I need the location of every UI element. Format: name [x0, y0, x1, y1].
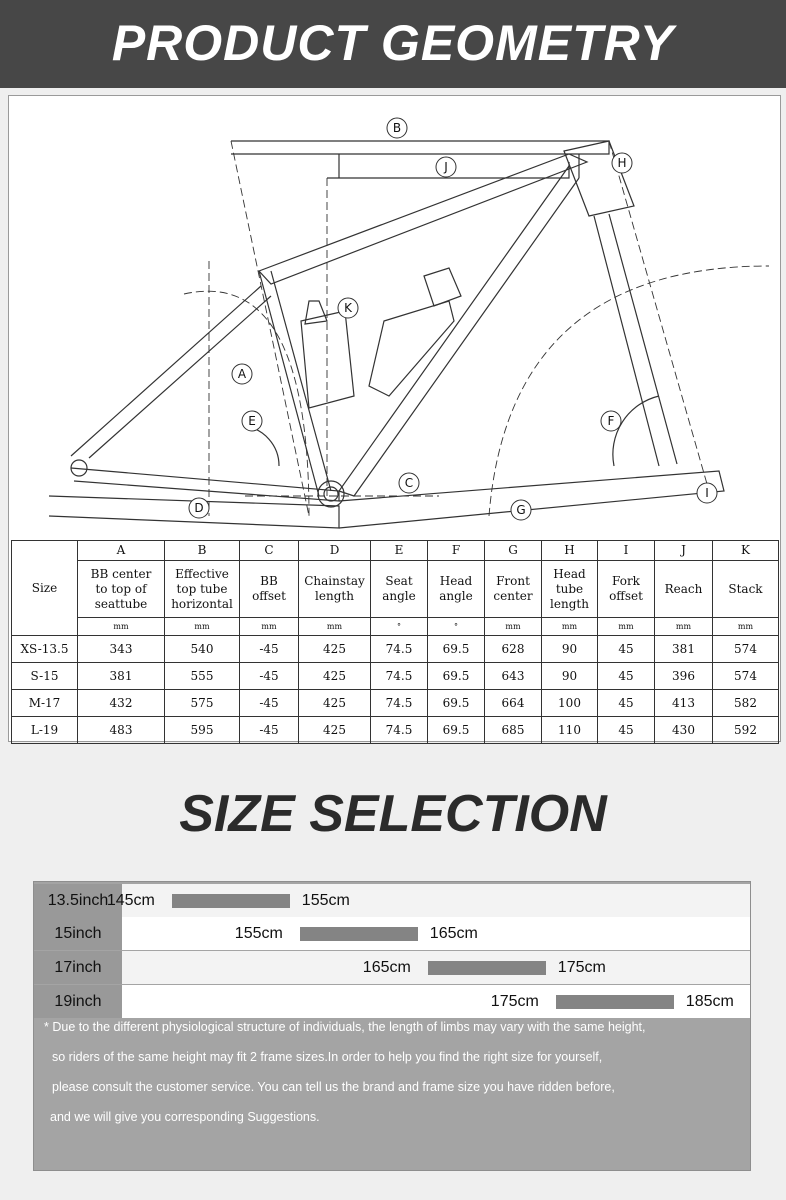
size-row [34, 884, 750, 917]
height-range-bar [428, 961, 546, 975]
table-cell: 574 [713, 636, 779, 663]
column-unit: ° [371, 618, 428, 636]
frame-size-label: 19inch [34, 985, 122, 1018]
svg-text:A: A [237, 367, 247, 381]
height-range-bar [556, 995, 674, 1009]
table-cell: 592 [713, 717, 779, 744]
row-size: XS-13.5 [12, 636, 78, 663]
frame-drawing [9, 96, 780, 540]
column-name [299, 561, 371, 618]
fit-note-line: and we will give you corresponding Suggestions. [50, 1110, 320, 1124]
column-name-line: BB center [90, 566, 152, 581]
table-header-units [12, 618, 779, 636]
column-name [428, 561, 485, 618]
table-cell: 685 [485, 717, 542, 744]
table-cell: 582 [713, 690, 779, 717]
column-name-line: Chainstay [304, 574, 365, 588]
column-name-line: top tube [176, 581, 228, 596]
column-letter: E [371, 541, 428, 561]
row-size: M-17 [12, 690, 78, 717]
table-cell: 69.5 [428, 690, 485, 717]
header-banner [0, 0, 786, 88]
max-height-label: 185cm [685, 993, 734, 1010]
max-height-label: 175cm [557, 959, 606, 976]
column-name-line: Head [439, 574, 473, 588]
column-name-line: seattube [94, 596, 148, 611]
label-k [338, 298, 358, 318]
column-name-line: Reach [664, 581, 703, 596]
table-cell: -45 [240, 690, 299, 717]
min-height-label: 145cm [106, 892, 155, 909]
table-cell: 74.5 [371, 717, 428, 744]
table-cell: 100 [542, 690, 598, 717]
table-header-letters [12, 541, 779, 561]
min-height-label: 155cm [234, 925, 283, 942]
table-cell: 74.5 [371, 636, 428, 663]
table-cell: 540 [165, 636, 240, 663]
table-cell: 90 [542, 663, 598, 690]
column-letter: G [485, 541, 542, 561]
column-name-line: Head [553, 566, 586, 581]
table-cell: 664 [485, 690, 542, 717]
column-name-line: Stack [728, 581, 763, 596]
column-letter: A [78, 541, 165, 561]
table-cell: 90 [542, 636, 598, 663]
svg-text:G: G [516, 503, 526, 517]
column-name-line: Seat [385, 574, 413, 588]
column-name-line: Front [496, 574, 530, 588]
label-d [189, 498, 209, 518]
height-range-bar [300, 927, 418, 941]
frame-size-label: 13.5inch [34, 884, 122, 917]
table-cell: 430 [655, 717, 713, 744]
column-name-line: offset [609, 589, 643, 603]
column-name [371, 561, 428, 618]
max-height-label: 165cm [429, 925, 478, 942]
table-cell: 343 [78, 636, 165, 663]
table-cell: 483 [78, 717, 165, 744]
table-cell: 45 [598, 636, 655, 663]
geometry-table-body [12, 541, 779, 744]
table-cell: 413 [655, 690, 713, 717]
table-row [12, 636, 779, 663]
column-name [713, 561, 779, 618]
column-name-line: Effective [175, 566, 229, 581]
size-row [34, 985, 750, 1018]
table-cell: 574 [713, 663, 779, 690]
min-height-label: 175cm [490, 993, 539, 1010]
column-letter: D [299, 541, 371, 561]
column-unit: mm [542, 618, 598, 636]
fit-note-line: so riders of the same height may fit 2 frame sizes.In order to help you find the right size for yourself, [52, 1050, 603, 1064]
column-letter: I [598, 541, 655, 561]
column-name [542, 561, 598, 618]
column-name-line: center [493, 589, 533, 603]
svg-text:K: K [344, 301, 352, 315]
geometry-diagram [8, 95, 781, 742]
height-range-bar [172, 894, 290, 908]
svg-text:H: H [617, 156, 627, 170]
table-cell: 575 [165, 690, 240, 717]
min-height-label: 165cm [362, 959, 411, 976]
table-header-names [12, 561, 779, 618]
svg-text:J: J [444, 160, 448, 174]
table-cell: 110 [542, 717, 598, 744]
height-range-track [122, 985, 750, 1018]
table-cell: -45 [240, 636, 299, 663]
svg-text:I: I [705, 486, 709, 500]
table-cell: 69.5 [428, 663, 485, 690]
table-cell: 69.5 [428, 636, 485, 663]
column-name-line: angle [382, 589, 416, 603]
table-cell: 45 [598, 663, 655, 690]
label-i [697, 483, 717, 503]
size-row [34, 917, 750, 950]
column-name [240, 561, 299, 618]
column-unit: mm [240, 618, 299, 636]
svg-text:E: E [248, 414, 256, 428]
geometry-table [11, 540, 779, 744]
fit-note-line: please consult the customer service. You can tell us the brand and frame size you have ridden before, [52, 1080, 615, 1094]
row-size: S-15 [12, 663, 78, 690]
column-letter: F [428, 541, 485, 561]
column-unit: mm [78, 618, 165, 636]
size-selection-title: SIZE SELECTION [179, 785, 607, 843]
table-cell: 381 [655, 636, 713, 663]
page-title: PRODUCT GEOMETRY [111, 15, 675, 71]
column-unit: mm [299, 618, 371, 636]
column-name-line: length [315, 589, 354, 603]
column-name-line: tube [555, 581, 584, 596]
column-name-line: to top of [95, 581, 147, 596]
svg-text:F: F [607, 414, 615, 428]
label-c [399, 473, 419, 493]
table-cell: 643 [485, 663, 542, 690]
column-name-line: horizontal [171, 596, 233, 611]
svg-text:C: C [404, 476, 414, 490]
column-name-line: offset [252, 589, 286, 603]
column-name-line: Fork [612, 574, 640, 588]
label-h [612, 153, 632, 173]
column-letter: B [165, 541, 240, 561]
table-cell: 555 [165, 663, 240, 690]
table-row [12, 663, 779, 690]
size-header: Size [12, 541, 78, 636]
table-cell: 45 [598, 717, 655, 744]
column-unit: mm [598, 618, 655, 636]
table-cell: 425 [299, 636, 371, 663]
table-cell: 74.5 [371, 690, 428, 717]
label-j [436, 157, 456, 177]
frame-size-label: 17inch [34, 951, 122, 984]
table-cell: 69.5 [428, 717, 485, 744]
fit-note-line: * Due to the different physiological structure of individuals, the length of limbs may vary with the same height, [44, 1020, 646, 1034]
table-cell: -45 [240, 663, 299, 690]
column-unit: mm [655, 618, 713, 636]
column-name [78, 561, 165, 618]
height-range-track [122, 951, 750, 984]
table-cell: 381 [78, 663, 165, 690]
table-cell: 425 [299, 717, 371, 744]
column-name [165, 561, 240, 618]
size-selection-panel [33, 881, 751, 1171]
column-letter: C [240, 541, 299, 561]
svg-text:D: D [194, 501, 204, 515]
svg-text:B: B [392, 121, 402, 135]
column-name [485, 561, 542, 618]
label-g [511, 500, 531, 520]
column-unit: mm [713, 618, 779, 636]
label-f [601, 411, 621, 431]
table-cell: 396 [655, 663, 713, 690]
max-height-label: 155cm [301, 892, 350, 909]
column-name [655, 561, 713, 618]
table-cell: 432 [78, 690, 165, 717]
column-name-line: BB [260, 574, 278, 588]
column-letter: H [542, 541, 598, 561]
label-e [242, 411, 262, 431]
table-cell: 425 [299, 690, 371, 717]
label-a [232, 364, 252, 384]
size-row [34, 951, 750, 984]
table-cell: 74.5 [371, 663, 428, 690]
table-row [12, 690, 779, 717]
table-cell: -45 [240, 717, 299, 744]
column-unit: mm [165, 618, 240, 636]
height-range-track [106, 884, 750, 917]
column-unit: ° [428, 618, 485, 636]
table-cell: 628 [485, 636, 542, 663]
table-cell: 425 [299, 663, 371, 690]
table-row [12, 717, 779, 744]
label-b [387, 118, 407, 138]
column-letter: K [713, 541, 779, 561]
column-name [598, 561, 655, 618]
frame-size-label: 15inch [34, 917, 122, 950]
column-name-line: angle [439, 589, 473, 603]
row-size: L-19 [12, 717, 78, 744]
height-range-track [122, 917, 750, 950]
table-cell: 45 [598, 690, 655, 717]
column-name-line: length [550, 596, 589, 611]
table-cell: 595 [165, 717, 240, 744]
column-letter: J [655, 541, 713, 561]
column-unit: mm [485, 618, 542, 636]
